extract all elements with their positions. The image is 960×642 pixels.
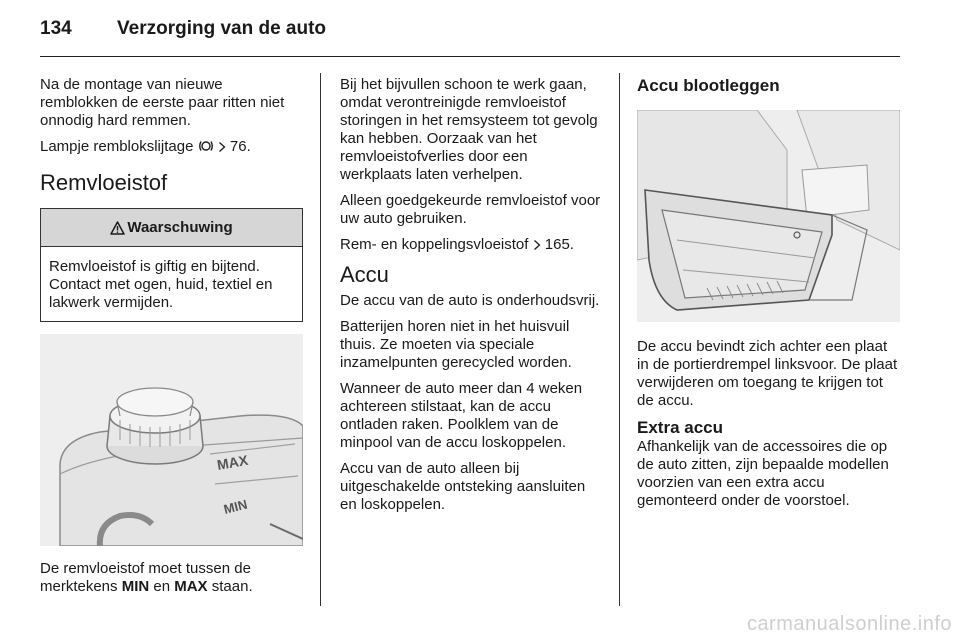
section-title-accu: Accu — [340, 262, 389, 287]
paragraph-brake-wear-ref — [40, 138, 303, 156]
brake-wear-ref-page[interactable]: 76. — [229, 138, 251, 155]
brake-wear-warning-icon — [198, 139, 214, 153]
page-reference-icon — [218, 141, 226, 153]
battery-cover-figure — [637, 110, 900, 322]
warning-title: Waarschuwing — [127, 218, 233, 236]
watermark: carmanualsonline.info — [746, 613, 952, 635]
brake-fluid-reservoir-figure — [40, 334, 303, 546]
page-title: Verzorging van de auto — [117, 18, 327, 39]
figure-caption-brake-fluid: De remvloeistof moet tussen de merktekens MIN en MAX staan. — [40, 560, 253, 595]
column-2 — [340, 76, 602, 522]
paragraph-battery-location: De accu bevindt zich achter een plaat in de portierdrempel linksvoor. De plaat verwijderen om toegang te krijgen tot de accu. — [637, 338, 898, 409]
min-term: MIN — [121, 578, 150, 595]
warning-text: Remvloeistof is giftig en bijtend. Contact met ogen, huid, textiel en lakwerk vermijden. — [49, 258, 273, 311]
column-divider-2 — [619, 73, 620, 606]
max-term: MAX — [174, 578, 208, 595]
paragraph-fluid-ref: Rem- en koppelingsvloeistof 165. — [340, 236, 574, 253]
min-marking: MIN — [222, 496, 249, 517]
section-title-remvloeistof: Remvloeistof — [40, 170, 168, 195]
battery-cover-illustration — [637, 110, 900, 322]
page-number: 134 — [40, 18, 72, 39]
paragraph-approved-fluid: Alleen goedgekeurde remvloeistof voor uw auto gebruiken. — [340, 192, 601, 227]
warning-triangle-icon — [110, 221, 125, 235]
brake-wear-text: Lampje remblokslijtage — [40, 138, 194, 155]
column-divider-1 — [320, 73, 321, 606]
max-marking: MAX — [215, 451, 250, 473]
page-header — [40, 18, 326, 48]
paragraph-refill: Bij het bijvullen schoon te werk gaan, omdat verontreinigde remvloeistof storingen in het remsysteem tot gevolg kan hebben. Oorzaak van het remvloeistofverlies door een werkplaats laten verhelpen. — [340, 76, 598, 183]
paragraph-extra-battery: Afhankelijk van de accessoires die op de auto zitten, zijn bepaalde modellen voorzien van een extra accu gemonteerd onder de voorstoel. — [637, 438, 889, 509]
paragraph-connect: Accu van de auto alleen bij uitgeschakelde ontsteking aansluiten en loskoppelen. — [340, 460, 586, 513]
subheading-extra-accu: Extra accu — [637, 418, 723, 437]
warning-header — [41, 209, 302, 247]
subheading-accu-blootleggen: Accu blootleggen — [637, 76, 780, 95]
column-3 — [637, 76, 902, 518]
header-rule — [40, 56, 900, 57]
paragraph-discharge: Wanneer de auto meer dan 4 weken achtereen stilstaat, kan de accu ontladen raken. Poolklem van de minpool van de accu loskoppelen. — [340, 380, 583, 451]
paragraph-brake-pads: Na de montage van nieuwe remblokken de eerste paar ritten niet onnodig hard remmen. — [40, 76, 285, 129]
column-1 — [40, 76, 303, 604]
warning-box — [40, 208, 303, 322]
fluid-ref-page[interactable]: 165. — [544, 236, 574, 253]
paragraph-recycling: Batterijen horen niet in het huisvuil thuis. Ze moeten via speciale inzamelpunten gerecycled worden. — [340, 318, 572, 371]
paragraph-maintenance-free: De accu van de auto is onderhoudsvrij. — [340, 292, 600, 309]
brake-fluid-reservoir-illustration — [40, 334, 303, 546]
page-reference-icon — [533, 239, 541, 251]
